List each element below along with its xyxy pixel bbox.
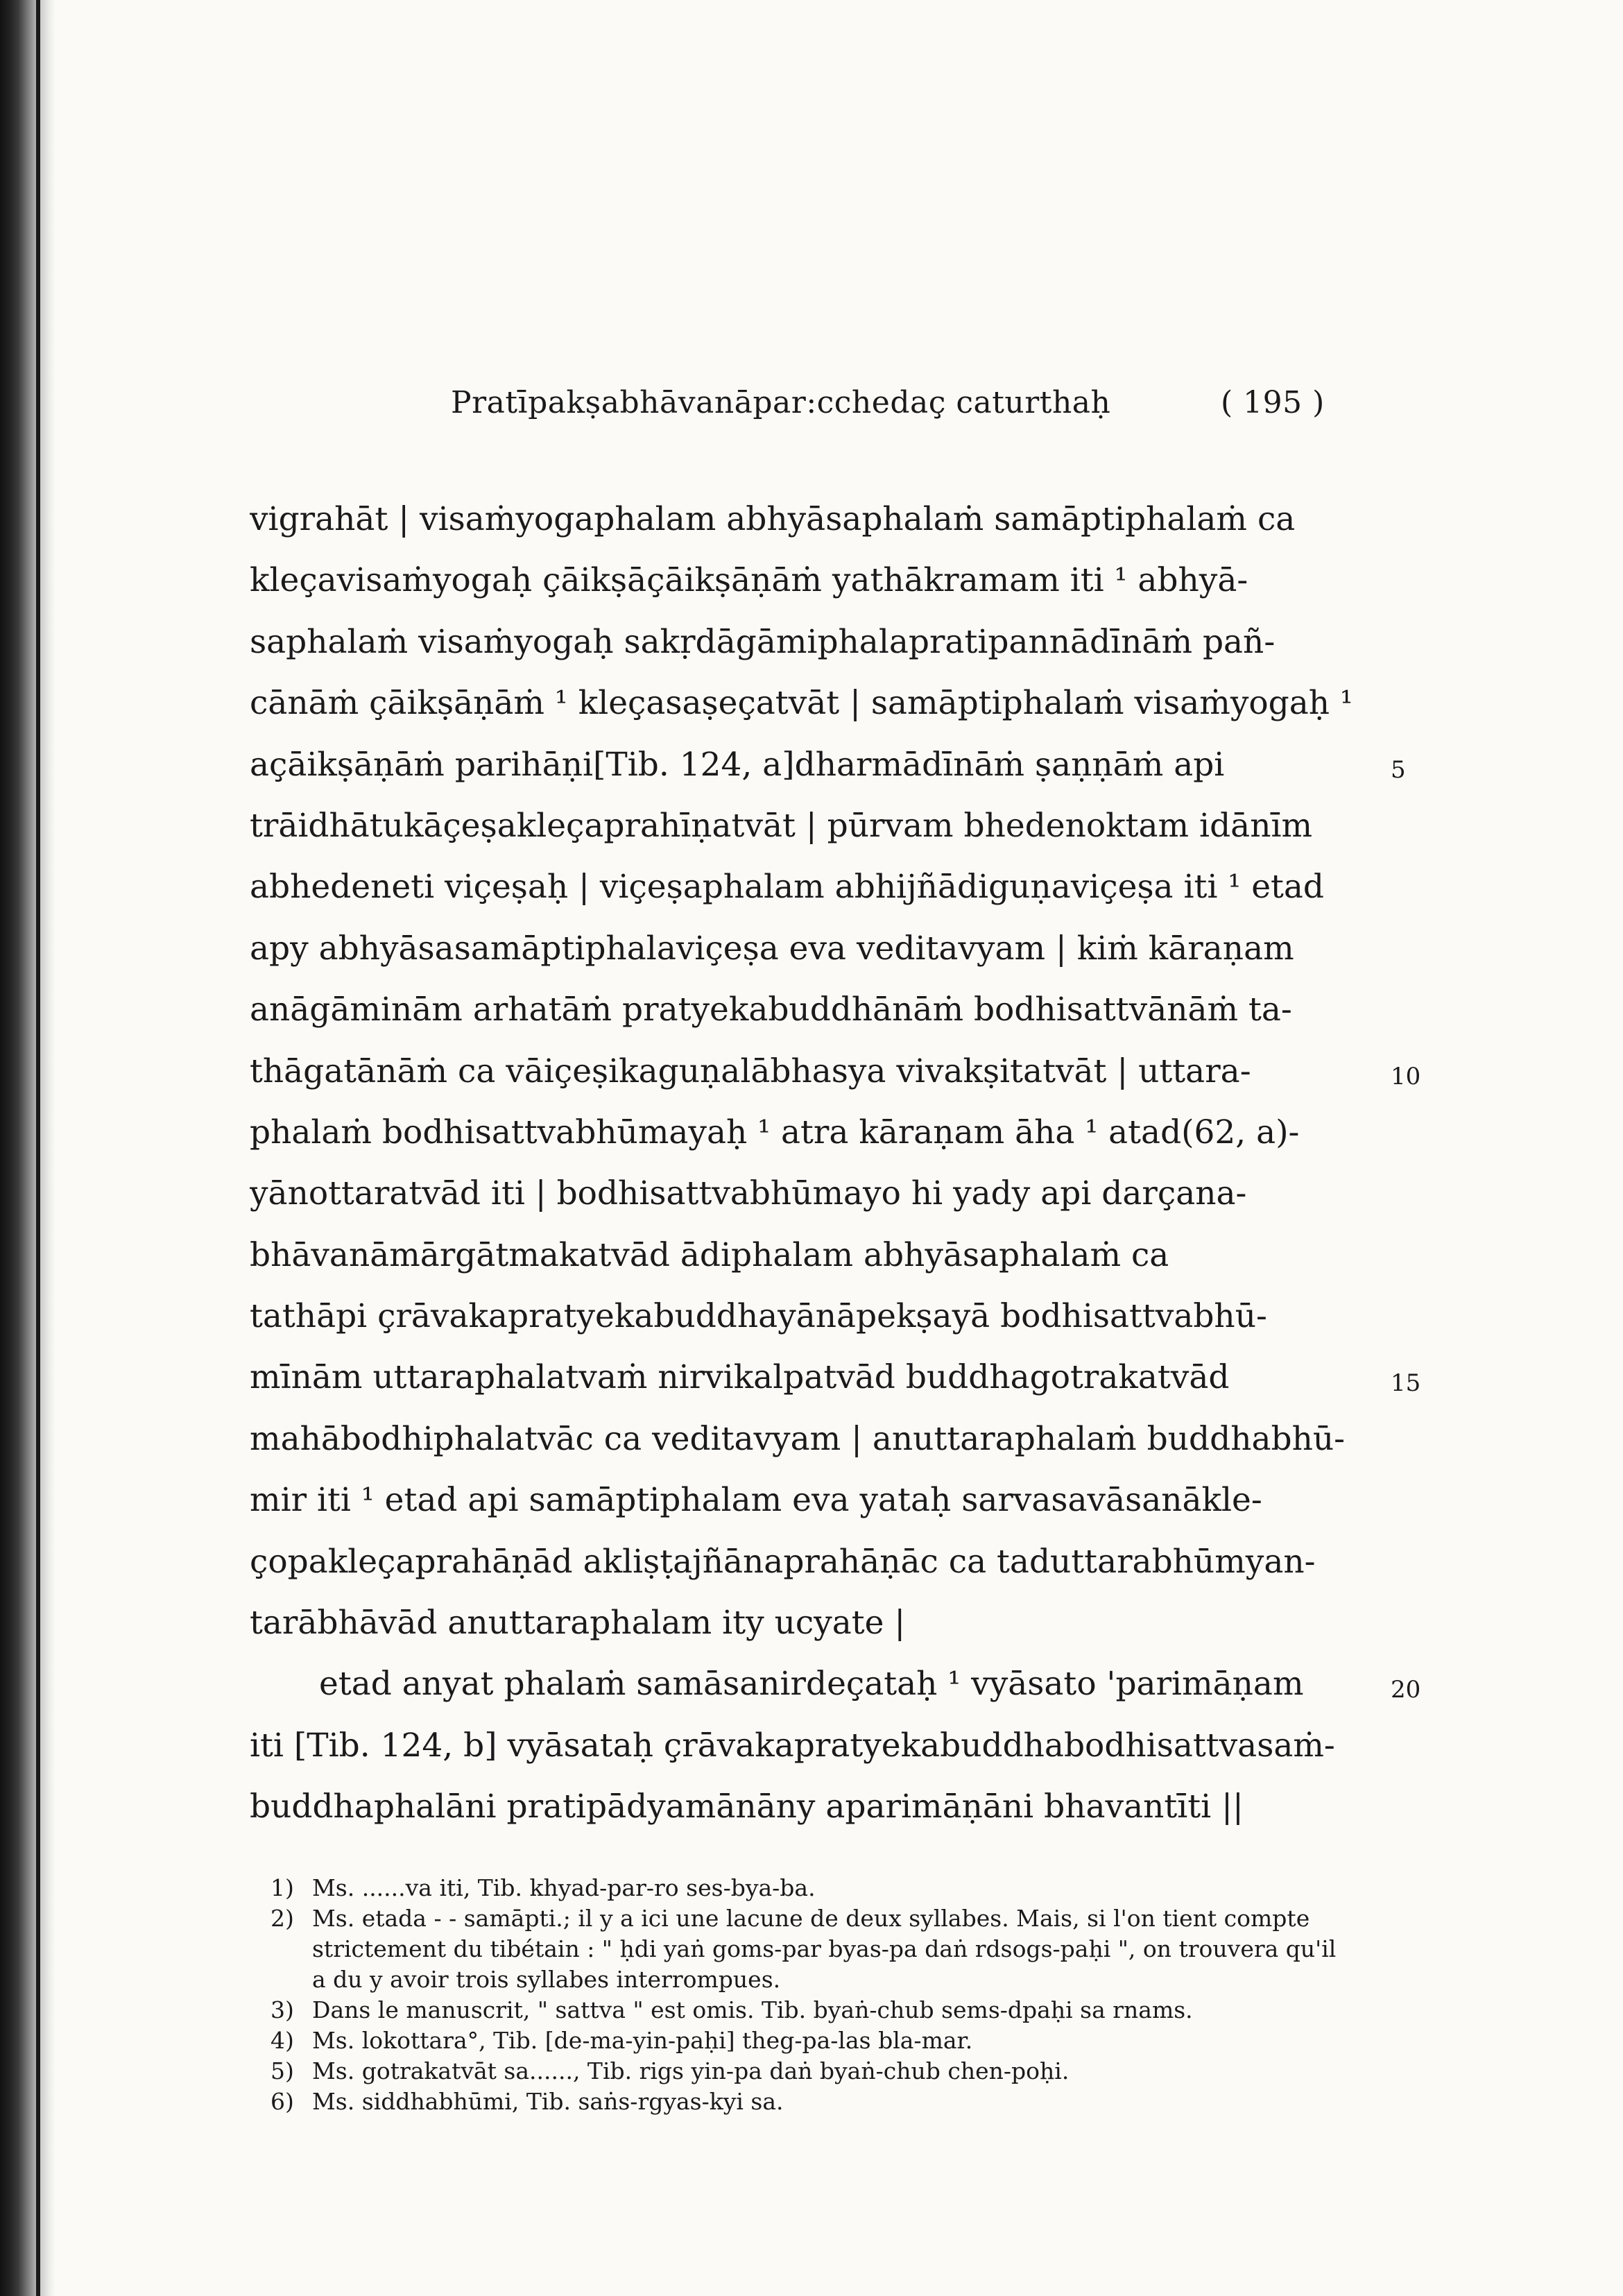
- footnote-text: Ms. lokottara°, Tib. [de-ma-yin-paḥi] theg-pa-las bla-mar.: [312, 2027, 973, 2054]
- text-line-8: apy abhyāsasamāptiphalaviçeṣa eva veditavyam | kiṁ kāraṇam: [250, 929, 1294, 968]
- footnote-number: 1): [270, 1874, 294, 1901]
- line-number-5: 5: [1391, 756, 1406, 784]
- footnote: [270, 1995, 1352, 2025]
- text-line-20: etad anyat phalaṁ samāsanirdeçataḥ ¹ vyāsato 'parimāṇam: [319, 1665, 1304, 1704]
- line-number-15: 15: [1391, 1369, 1421, 1397]
- text-line-1: vigrahāt | visaṁyogaphalam abhyāsaphalaṁ samāptiphalaṁ ca: [250, 500, 1296, 538]
- text-line-6: trāidhātukāçeṣakleçaprahīṇatvāt | pūrvam bhedenoktam idānīm: [250, 806, 1313, 845]
- book-spine-shadow: [0, 0, 55, 2296]
- text-line-18: çopakleçaprahāṇād akliṣṭajñānaprahāṇāc ca taduttarabhūmyan-: [250, 1542, 1316, 1581]
- footnote-number: 5): [270, 2057, 294, 2084]
- footnote-number: 4): [270, 2027, 294, 2054]
- text-line-11: phalaṁ bodhisattvabhūmayaḥ ¹ atra kāraṇam āha ¹ atad(62, a)-: [250, 1113, 1300, 1151]
- footnote-text: Ms. gotrakatvāt sa......, Tib. rigs yin-pa daṅ byaṅ-chub chen-poḥi.: [312, 2057, 1070, 2084]
- footnote: [270, 2087, 1352, 2117]
- footnote-number: 2): [270, 1905, 294, 1932]
- page-number: ( 195 ): [1221, 385, 1325, 420]
- footnote-text: Ms. siddhabhūmi, Tib. saṅs-rgyas-kyi sa.: [312, 2088, 784, 2115]
- chapter-title: Pratīpakṣabhāvanāpar:cchedaç caturthaḥ: [451, 385, 1111, 420]
- text-line-19: tarābhāvād anuttaraphalam ity ucyate |: [250, 1604, 906, 1643]
- footnote-text: Ms. etada - - samāpti.; il y a ici une lacune de deux syllabes. Mais, si l'on tient compte strictement du tibétain : " ḥdi yaṅ goms-par byas-pa daṅ rdsogs-paḥi ", on trouvera qu'il a du y avoir trois syllabes interrompues.: [312, 1905, 1337, 1993]
- text-line-21: iti [Tib. 124, b] vyāsataḥ çrāvakapratyekabuddhabodhisattvasaṁ-: [250, 1726, 1335, 1765]
- line-number-20: 20: [1391, 1676, 1421, 1704]
- footnote: [270, 1903, 1352, 1995]
- text-line-22: buddhaphalāni pratipādyamānāny aparimāṇāni bhavantīti ||: [250, 1788, 1244, 1826]
- footnote: [270, 1873, 1352, 1903]
- text-line-10: thāgatānāṁ ca vāiçeṣikaguṇalābhasya vivakṣitatvāt | uttara-: [250, 1052, 1251, 1090]
- text-line-12: yānottaratvād iti | bodhisattvabhūmayo hi yady api darçana-: [250, 1174, 1247, 1213]
- footnote: [270, 2056, 1352, 2087]
- footnote: [270, 2025, 1352, 2056]
- footnote-number: 3): [270, 1996, 294, 2023]
- text-line-7: abhedeneti viçeṣaḥ | viçeṣaphalam abhijñādiguṇaviçeṣa iti ¹ etad: [250, 868, 1325, 907]
- footnote-text: Ms. ......va iti, Tib. khyad-par-ro ses-bya-ba.: [312, 1874, 816, 1901]
- text-line-3: saphalaṁ visaṁyogaḥ sakṛdāgāmiphalapratipannādīnāṁ pañ-: [250, 622, 1276, 661]
- text-line-2: kleçavisaṁyogaḥ çāikṣāçāikṣāṇāṁ yathākramam iti ¹ abhyā-: [250, 561, 1248, 600]
- footnotes: [270, 1873, 1352, 2117]
- text-line-4: cānāṁ çāikṣāṇāṁ ¹ kleçasaṣeçatvāt | samāptiphalaṁ visaṁyogaḥ ¹: [250, 684, 1353, 723]
- text-line-17: mir iti ¹ etad api samāptiphalam eva yataḥ sarvasavāsanākle-: [250, 1481, 1262, 1520]
- binding-line: [36, 0, 40, 2296]
- text-line-13: bhāvanāmārgātmakatvād ādiphalam abhyāsaphalaṁ ca: [250, 1235, 1169, 1274]
- text-line-14: tathāpi çrāvakapratyekabuddhayānāpekṣayā bodhisattvabhū-: [250, 1297, 1267, 1336]
- footnote-text: Dans le manuscrit, " sattva " est omis. Tib. byaṅ-chub sems-dpaḥi sa rnams.: [312, 1996, 1193, 2023]
- main-text: [250, 489, 1359, 1838]
- text-line-15: mīnām uttaraphalatvaṁ nirvikalpatvād buddhagotrakatvād: [250, 1358, 1230, 1397]
- line-number-10: 10: [1391, 1063, 1421, 1090]
- footnote-number: 6): [270, 2088, 294, 2115]
- text-line-16: mahābodhiphalatvāc ca veditavyam | anuttaraphalaṁ buddhabhū-: [250, 1419, 1345, 1458]
- text-line-5: açāikṣāṇāṁ parihāṇi[Tib. 124, a]dharmādīnāṁ ṣaṇṇāṁ api: [250, 745, 1225, 784]
- text-line-9: anāgāminām arhatāṁ pratyekabuddhānāṁ bodhisattvānāṁ ta-: [250, 991, 1292, 1029]
